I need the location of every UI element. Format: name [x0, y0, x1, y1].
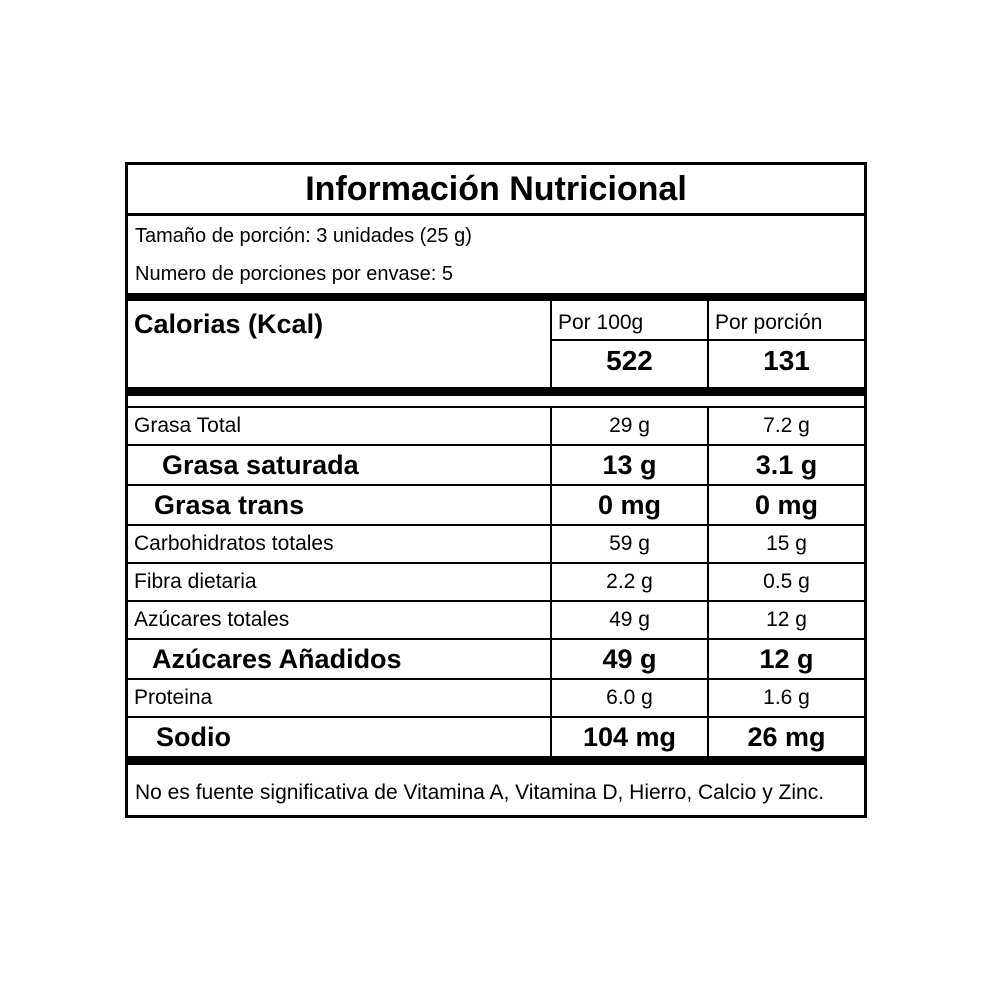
nutrient-row-carbohidratos [128, 526, 864, 564]
section-divider [128, 396, 864, 408]
calories-row [128, 301, 864, 396]
nutrient-name: Grasa Total [128, 408, 552, 444]
nutrient-per-serving: 1.6 g [763, 686, 810, 709]
per-serving-header: Por porción [709, 301, 864, 341]
nutrient-name: Azúcares totales [128, 602, 552, 638]
nutrient-name: Sodio [128, 718, 552, 756]
calories-label: Calorias (Kcal) [128, 301, 552, 387]
nutrient-per-serving: 7.2 g [763, 414, 810, 437]
nutrient-per-100g: 0 mg [552, 486, 709, 524]
nutrient-row-sodio [128, 718, 864, 765]
nutrient-per-100g: 49 g [552, 602, 709, 638]
nutrient-name: Azúcares Añadidos [128, 640, 552, 678]
nutrient-per-100g: 29 g [552, 408, 709, 444]
nutrient-name: Grasa trans [128, 486, 552, 524]
nutrition-facts-table [125, 162, 867, 818]
per-100g-column [552, 301, 709, 387]
calories-per-100g: 522 [606, 345, 653, 376]
nutrient-per-serving: 0.5 g [763, 570, 810, 593]
nutrient-per-serving: 3.1 g [755, 449, 818, 480]
nutrient-per-100g: 104 mg [552, 718, 709, 756]
footnote: No es fuente significativa de Vitamina A, Vitamina D, Hierro, Calcio y Zinc. [135, 781, 825, 804]
table-title: Información Nutricional [128, 165, 864, 216]
nutrient-name: Carbohidratos totales [128, 526, 552, 562]
per-serving-column [709, 301, 864, 387]
serving-info [128, 216, 864, 301]
nutrient-row-azucares-totales [128, 602, 864, 640]
nutrient-per-100g: 2.2 g [552, 564, 709, 600]
nutrient-name: Grasa saturada [128, 446, 552, 484]
nutrient-row-azucares-anadidos [128, 640, 864, 680]
nutrient-per-serving: 15 g [766, 532, 807, 555]
nutrient-per-100g: 59 g [552, 526, 709, 562]
nutrient-per-serving: 12 g [766, 608, 807, 631]
serving-size: Tamaño de porción: 3 unidades (25 g) [135, 225, 472, 247]
nutrient-per-100g: 13 g [552, 446, 709, 484]
nutrient-per-serving: 12 g [759, 643, 814, 674]
nutrient-row-proteina [128, 680, 864, 718]
nutrient-row-grasa-saturada [128, 446, 864, 486]
nutrient-per-100g: 49 g [552, 640, 709, 678]
nutrient-name: Fibra dietaria [128, 564, 552, 600]
nutrient-row-grasa-total [128, 408, 864, 446]
calories-per-serving: 131 [763, 345, 810, 376]
nutrient-per-100g: 6.0 g [552, 680, 709, 716]
nutrient-row-fibra [128, 564, 864, 602]
nutrient-per-serving: 0 mg [754, 489, 819, 520]
servings-per-container: Numero de porciones por envase: 5 [135, 263, 453, 285]
nutrient-name: Proteina [128, 680, 552, 716]
nutrient-row-grasa-trans [128, 486, 864, 526]
per-100g-header: Por 100g [552, 301, 707, 341]
nutrient-per-serving: 26 mg [747, 721, 826, 752]
